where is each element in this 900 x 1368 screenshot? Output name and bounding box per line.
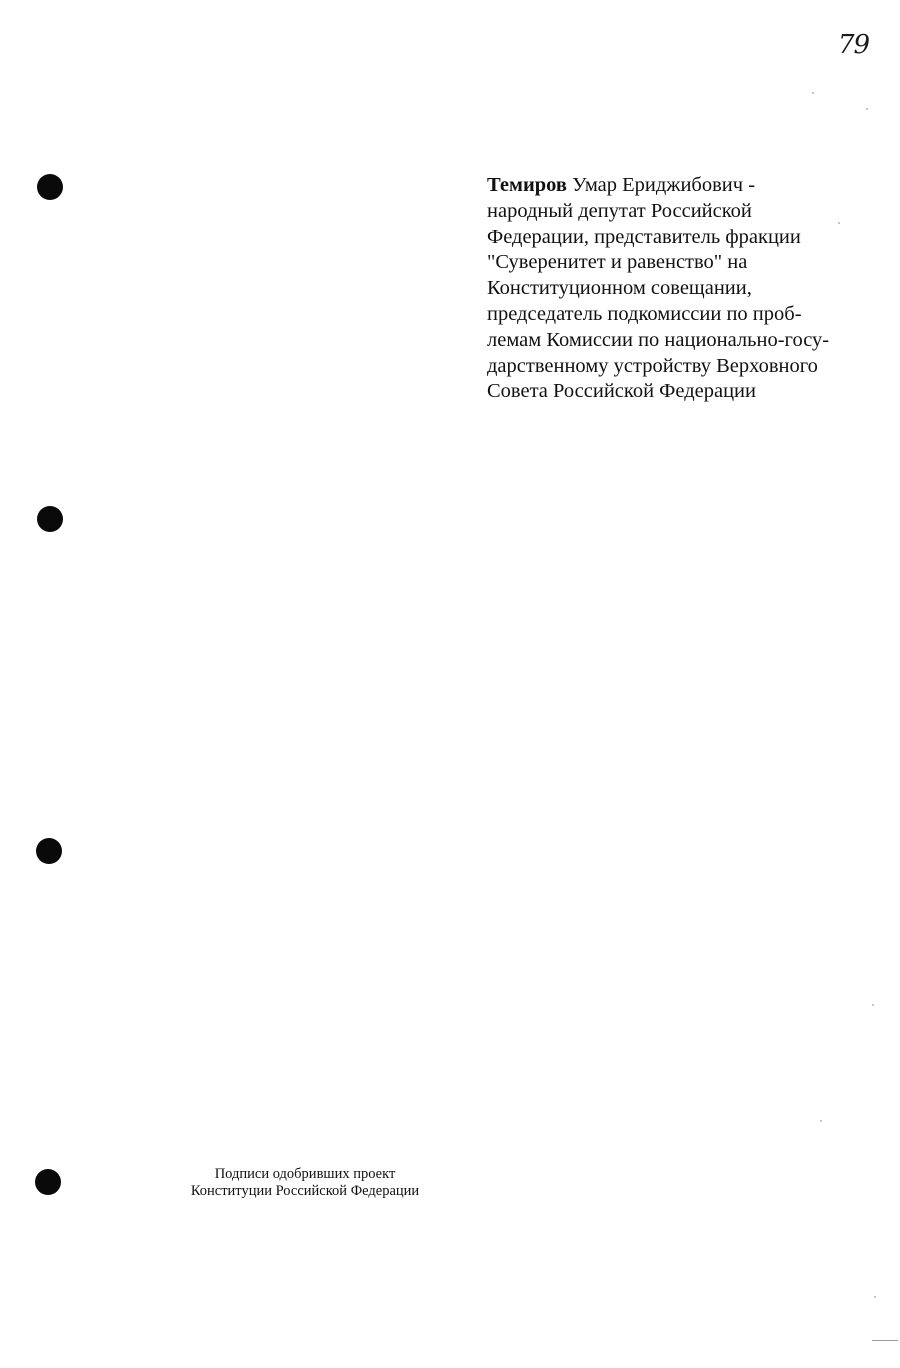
bio-line-5: Конституционном совещании,: [487, 277, 752, 300]
punch-hole-2: [37, 506, 63, 532]
punch-hole-1: [37, 174, 63, 200]
punch-hole-3: [36, 838, 62, 864]
scan-speck: [874, 1296, 876, 1298]
signatures-caption-line-1: Подписи одобривших проект: [214, 1166, 396, 1182]
bio-surname: Темиров: [487, 174, 567, 196]
bio-line-7: лемам Комиссии по национально-госу-: [487, 328, 830, 351]
bio-line-9: Совета Российской Федерации: [487, 380, 756, 403]
scan-speck: [812, 92, 814, 94]
punch-hole-4: [35, 1169, 61, 1195]
scan-speck: [866, 108, 868, 110]
bio-line-2: народный депутат Российской: [487, 199, 752, 222]
signatures-caption-line-2: Конституции Российской Федерации: [190, 1183, 420, 1199]
bio-line-6: председатель подкомиссии по проб-: [487, 302, 802, 325]
scan-speck: [820, 1120, 822, 1122]
biography-block: [487, 173, 867, 405]
scan-speck: [838, 222, 840, 224]
bio-line-1: [487, 173, 867, 199]
bio-line-3: Федерации, представитель фракции: [487, 225, 801, 248]
bio-line-8: дарственному устройству Верховного: [487, 354, 818, 377]
bio-line-4: "Суверенитет и равенство" на: [487, 251, 748, 274]
bio-first-line-rest: Умар Ериджибович -: [566, 174, 756, 196]
scan-edge-mark: [872, 1340, 898, 1341]
signatures-caption: [150, 1166, 460, 1200]
page-number: 79: [838, 30, 870, 60]
scan-speck: [872, 1004, 874, 1006]
